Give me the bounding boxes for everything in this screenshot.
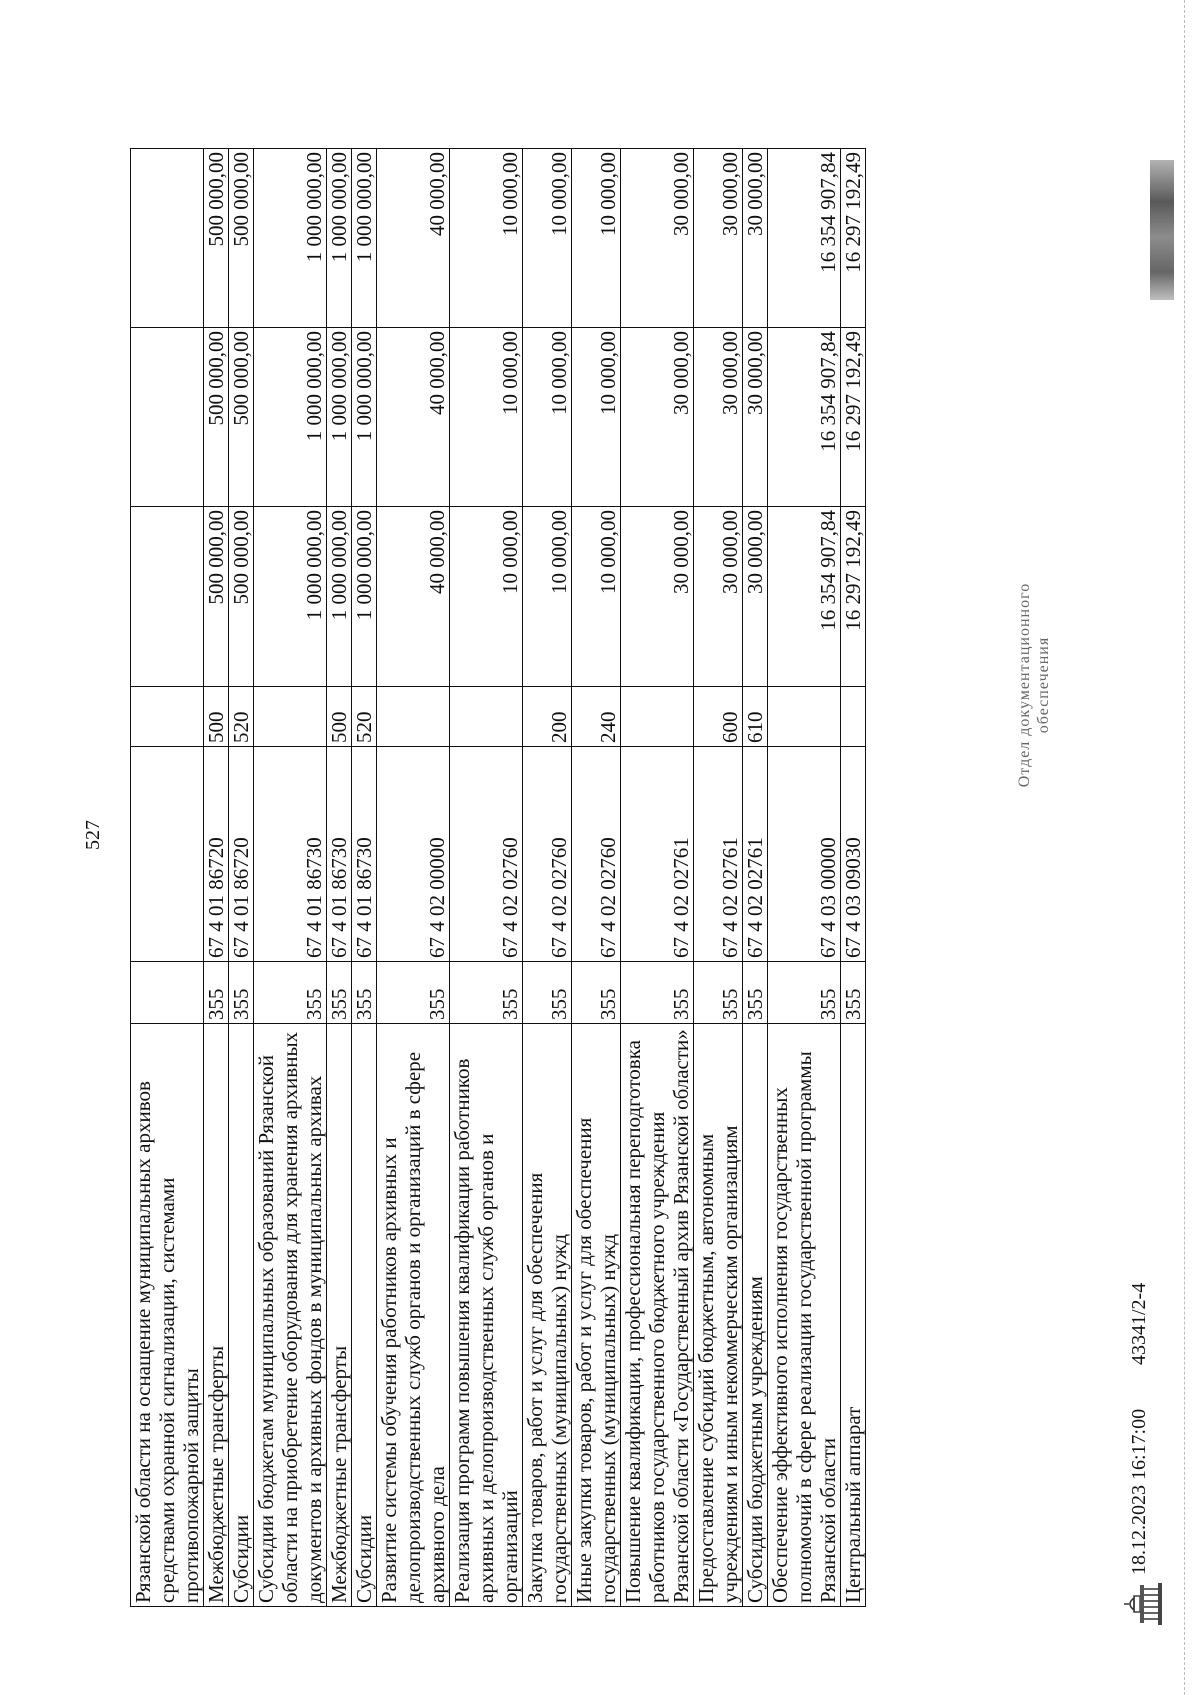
table-row <box>450 149 523 1607</box>
row-expense-type: 520 <box>352 687 377 747</box>
row-sum-2026: 500 000,00 <box>229 149 254 328</box>
row-sum-2026: 10 000,00 <box>523 149 572 328</box>
row-sum-2024: 30 000,00 <box>743 507 768 687</box>
row-sum-2025: 40 000,00 <box>377 328 450 507</box>
row-sum-2024: 16 354 907,84 <box>768 507 841 687</box>
row-name: Межбюджетные трансферты <box>204 1024 229 1607</box>
row-sum-2026: 16 354 907,84 <box>768 149 841 328</box>
row-sum-2026: 10 000,00 <box>450 149 523 328</box>
row-expense-type <box>621 687 694 747</box>
row-sum-2025: 1 000 000,00 <box>327 328 352 507</box>
row-sum-2024: 30 000,00 <box>694 507 743 687</box>
duma-building-icon <box>1120 1579 1168 1629</box>
row-sum-2026: 40 000,00 <box>377 149 450 328</box>
table-row <box>254 149 327 1607</box>
row-sum-2024: 10 000,00 <box>572 507 621 687</box>
row-sum-2024: 10 000,00 <box>523 507 572 687</box>
row-expense-type <box>768 687 841 747</box>
row-sum-2026: 16 297 192,49 <box>841 149 866 328</box>
row-ministry-code: 355 <box>743 962 768 1024</box>
stamp-line-2: обеспечения <box>1035 636 1052 734</box>
row-sum-2025 <box>131 328 204 507</box>
row-sum-2026: 1 000 000,00 <box>327 149 352 328</box>
row-expense-type: 500 <box>327 687 352 747</box>
stamp-line-1: Отдел документационного <box>1016 582 1033 788</box>
row-target-article: 67 4 02 02761 <box>621 747 694 962</box>
row-target-article: 67 4 01 86730 <box>352 747 377 962</box>
footer-doc-number: 43341/2-4 <box>1128 1282 1150 1365</box>
row-ministry-code: 355 <box>352 962 377 1024</box>
row-sum-2025: 500 000,00 <box>229 328 254 507</box>
row-target-article: 67 4 02 02760 <box>572 747 621 962</box>
row-sum-2026: 1 000 000,00 <box>254 149 327 328</box>
row-expense-type <box>450 687 523 747</box>
table-row <box>523 149 572 1607</box>
row-target-article: 67 4 01 86720 <box>229 747 254 962</box>
row-ministry-code: 355 <box>768 962 841 1024</box>
row-target-article: 67 4 01 86730 <box>327 747 352 962</box>
row-ministry-code: 355 <box>572 962 621 1024</box>
row-sum-2024: 1 000 000,00 <box>352 507 377 687</box>
row-name: Обеспечение эффективного исполнения государственных полномочий в сфере реализации государственной программы Рязанской области <box>768 1024 841 1607</box>
row-sum-2026: 1 000 000,00 <box>352 149 377 328</box>
row-ministry-code: 355 <box>450 962 523 1024</box>
row-target-article: 67 4 01 86730 <box>254 747 327 962</box>
row-sum-2026: 10 000,00 <box>572 149 621 328</box>
department-stamp <box>1015 555 1053 815</box>
row-sum-2025: 30 000,00 <box>743 328 768 507</box>
budget-table <box>130 148 866 1607</box>
row-ministry-code: 355 <box>523 962 572 1024</box>
row-target-article <box>131 747 204 962</box>
row-ministry-code: 355 <box>204 962 229 1024</box>
row-target-article: 67 4 03 00000 <box>768 747 841 962</box>
row-name: Иные закупки товаров, работ и услуг для обеспечения государственных (муниципальных) нужд <box>572 1024 621 1607</box>
footer-date: 18.12.2023 16:17:00 <box>1128 1408 1150 1575</box>
row-ministry-code: 355 <box>694 962 743 1024</box>
row-name: Субсидии бюджетным учреждениям <box>743 1024 768 1607</box>
table-row <box>131 149 204 1607</box>
row-sum-2024: 1 000 000,00 <box>327 507 352 687</box>
row-sum-2026: 30 000,00 <box>621 149 694 328</box>
row-target-article: 67 4 02 02760 <box>523 747 572 962</box>
table-row <box>352 149 377 1607</box>
row-name: Центральный аппарат <box>841 1024 866 1607</box>
row-sum-2024: 500 000,00 <box>204 507 229 687</box>
row-ministry-code <box>131 962 204 1024</box>
row-target-article: 67 4 01 86720 <box>204 747 229 962</box>
table-row <box>327 149 352 1607</box>
table-row <box>694 149 743 1607</box>
table-row <box>768 149 841 1607</box>
scan-edge-line <box>1184 0 1189 1695</box>
table-row <box>572 149 621 1607</box>
row-ministry-code: 355 <box>841 962 866 1024</box>
row-expense-type <box>841 687 866 747</box>
row-sum-2024: 10 000,00 <box>450 507 523 687</box>
row-name: Развитие системы обучения работников архивных и делопроизводственных служб органов и организаций в сфере архивного дела <box>377 1024 450 1607</box>
table-row <box>841 149 866 1607</box>
row-expense-type: 610 <box>743 687 768 747</box>
row-sum-2025: 16 354 907,84 <box>768 328 841 507</box>
row-target-article: 67 4 03 09030 <box>841 747 866 962</box>
row-expense-type: 240 <box>572 687 621 747</box>
table-row <box>377 149 450 1607</box>
row-ministry-code: 355 <box>254 962 327 1024</box>
row-expense-type: 500 <box>204 687 229 747</box>
row-sum-2025: 30 000,00 <box>621 328 694 507</box>
row-sum-2025: 1 000 000,00 <box>254 328 327 507</box>
row-sum-2024: 500 000,00 <box>229 507 254 687</box>
row-sum-2025: 10 000,00 <box>572 328 621 507</box>
row-sum-2025: 10 000,00 <box>523 328 572 507</box>
row-target-article: 67 4 02 02761 <box>694 747 743 962</box>
row-name: Предоставление субсидий бюджетным, автономным учреждениям и иным некоммерческим организациям <box>694 1024 743 1607</box>
row-name: Межбюджетные трансферты <box>327 1024 352 1607</box>
row-sum-2026: 30 000,00 <box>743 149 768 328</box>
row-target-article: 67 4 02 02760 <box>450 747 523 962</box>
table-row <box>621 149 694 1607</box>
row-sum-2025: 500 000,00 <box>204 328 229 507</box>
row-name: Субсидии бюджетам муниципальных образований Рязанской области на приобретение оборудования для хранения архивных документов и архивных фондов в муниципальных архивах <box>254 1024 327 1607</box>
row-sum-2026: 30 000,00 <box>694 149 743 328</box>
row-sum-2026: 500 000,00 <box>204 149 229 328</box>
row-name: Закупка товаров, работ и услуг для обеспечения государственных (муниципальных) нужд <box>523 1024 572 1607</box>
row-ministry-code: 355 <box>621 962 694 1024</box>
row-sum-2025: 10 000,00 <box>450 328 523 507</box>
row-expense-type: 600 <box>694 687 743 747</box>
row-expense-type <box>131 687 204 747</box>
row-sum-2026 <box>131 149 204 328</box>
row-expense-type: 200 <box>523 687 572 747</box>
row-sum-2025: 16 297 192,49 <box>841 328 866 507</box>
row-ministry-code: 355 <box>229 962 254 1024</box>
row-expense-type <box>377 687 450 747</box>
page-number: 527 <box>82 820 104 850</box>
row-name: Рязанской области на оснащение муниципальных архивов средствами охранной сигнализации, системами противопожарной защиты <box>131 1024 204 1607</box>
row-ministry-code: 355 <box>327 962 352 1024</box>
row-sum-2025: 1 000 000,00 <box>352 328 377 507</box>
table-row <box>229 149 254 1607</box>
row-sum-2024 <box>131 507 204 687</box>
row-expense-type <box>254 687 327 747</box>
row-target-article: 67 4 02 02761 <box>743 747 768 962</box>
row-sum-2024: 30 000,00 <box>621 507 694 687</box>
row-sum-2025: 30 000,00 <box>694 328 743 507</box>
row-sum-2024: 16 297 192,49 <box>841 507 866 687</box>
row-sum-2024: 1 000 000,00 <box>254 507 327 687</box>
row-target-article: 67 4 02 00000 <box>377 747 450 962</box>
row-name: Повышение квалификации, профессиональная переподготовка работников государственного бюджетного учреждения Рязанской области «Государственный архив Рязанской области» <box>621 1024 694 1607</box>
row-name: Субсидии <box>352 1024 377 1607</box>
row-name: Реализация программ повышения квалификации работников архивных и делопроизводственных служб органов и организаций <box>450 1024 523 1607</box>
row-sum-2024: 40 000,00 <box>377 507 450 687</box>
table-row <box>743 149 768 1607</box>
row-expense-type: 520 <box>229 687 254 747</box>
table-row <box>204 149 229 1607</box>
scan-edge-mark <box>1150 160 1174 300</box>
row-name: Субсидии <box>229 1024 254 1607</box>
row-ministry-code: 355 <box>377 962 450 1024</box>
